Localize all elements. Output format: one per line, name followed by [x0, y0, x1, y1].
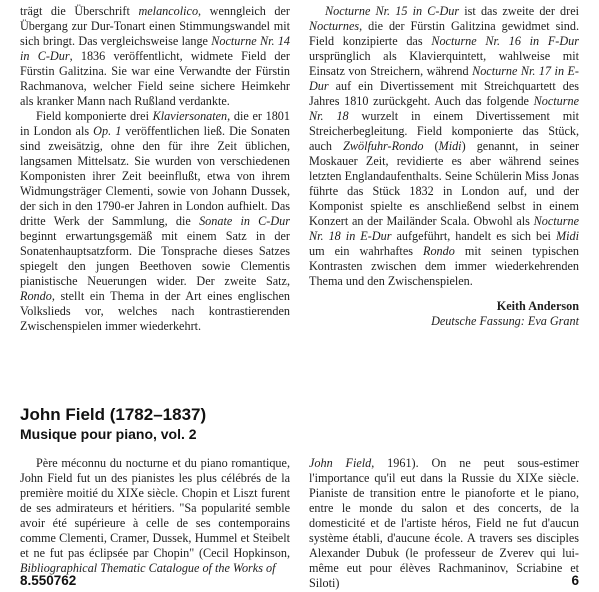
paragraph: Field komponierte drei Klaviersonaten, die er 1801 in London als Op. 1 veröffentlichen ließ. Die Sonaten sind zweisätzig, ohne den für ihre Zeit üblichen, langsamen Mittelsatz. Sie wurden von verschiedenen Komponisten ihrer Zeit beeinflußt, etwa von ihrem Widmungsträger Clementi, sowie von Johann Dussek, der sich in den 1790-er Jahren in London aufhielt. Das dritte Werk der Sammlung, die Sonate in C-Dur beginnt erwartungsgemäß mit einem Satz in der Sonatenhauptsatzform. Die Tonsprache dieses Satzes spiegelt den jungen Beethoven sowie Clementis pianistische Neuerungen wider. Der zweite Satz, Rondo, stellt ein Thema in der Art eines englischen Volkslieds vor, welches nach kontrastierenden Zwischenspielen immer wiederkehrt.: [20, 109, 291, 333]
section-subtitle: Musique pour piano, vol. 2: [20, 426, 197, 442]
page-number: 6: [571, 573, 579, 588]
german-text-right-column: [309, 4, 579, 289]
paragraph: trägt die Überschrift melancolico, wenngleich der Übergang zur Dur-Tonart einen Stimmungswandel mit sich bringt. Das vergleichsweise lange Nocturne Nr. 14 in C-Dur, 1836 veröffentlicht, widmete Field der Fürstin Galitzina. Sie war eine Verwandte der Fürstin Rachmanova, welcher Field seine sichere Heimkehr als kranker Mann nach Rußland verdankte.: [20, 4, 291, 108]
german-text-left-column: [20, 4, 290, 334]
section-title: John Field (1782–1837): [20, 405, 207, 424]
translation-credit: Deutsche Fassung: Eva Grant: [431, 314, 579, 328]
french-text-right-column: [309, 456, 579, 591]
paragraph: Père méconnu du nocturne et du piano romantique, John Field fut un des pianistes les plus célébrés de la première moitié du XIXe siècle. Chopin et Liszt furent de ses admirateurs et héritiers. "Sa popularité semble avoir été supérieure à celle de ses contemporains comme Clementi, Cramer, Dussek, Hummel et Steibelt et ne fut pas éclipsée par Chopin" (Cecil Hopkinson, Bibliographical Thematic Catalogue of the Works of: [20, 456, 290, 575]
catalog-number: 8.550762: [20, 573, 77, 588]
paragraph: Nocturne Nr. 15 in C-Dur ist das zweite der drei Nocturnes, die der Fürstin Galitzina gewidmet sind. Field konzipierte das Nocturne Nr. 16 in F-Dur ursprünglich als Klavierquintett, wahlweise mit Einsatz von Streichern, während Nocturne Nr. 17 in E-Dur auf ein Divertissement mit Streichquartett des Jahres 1810 zurückgeht. Auch das folgende Nocturne Nr. 18 wurzelt in einem Divertissement mit Streicherbegleitung. Field komponierte das Stück, auch Zwölfuhr-Rondo (Midi) genannt, in seiner Moskauer Zeit, revidierte es aber während seines letzten Englandaufenthalts. Seine Schülerin Miss Jonas führte das Stück 1832 in London auf, und der Komponist spielte es anschließend selbst in einem Konzert an der Mailänder Scala. Obwohl als Nocturne Nr. 18 in E-Dur aufgeführt, handelt es sich bei Midi um ein wahrhaftes Rondo mit seinen typischen Kontrasten zwischen dem immer wiederkehrenden Thema und den Zwischenspielen.: [309, 4, 580, 288]
author-credit: Keith Anderson: [496, 299, 579, 313]
paragraph: John Field, 1961). On ne peut sous-estimer l'importance qu'il eut dans la Russie du XIXe siècle. Pianiste de transition entre le pianoforte et le piano, entre le monde du salon et des concerts, de la domesticité et de l'artiste héros, Field ne fut d'aucun système établi, d'aucune école. A travers ses disciples Alexander Dubuk (le professeur de Zverev qui lui-même eut pour élèves Rachmaninov, Scriabine et Siloti): [309, 456, 579, 590]
french-text-left-column: [20, 456, 290, 576]
